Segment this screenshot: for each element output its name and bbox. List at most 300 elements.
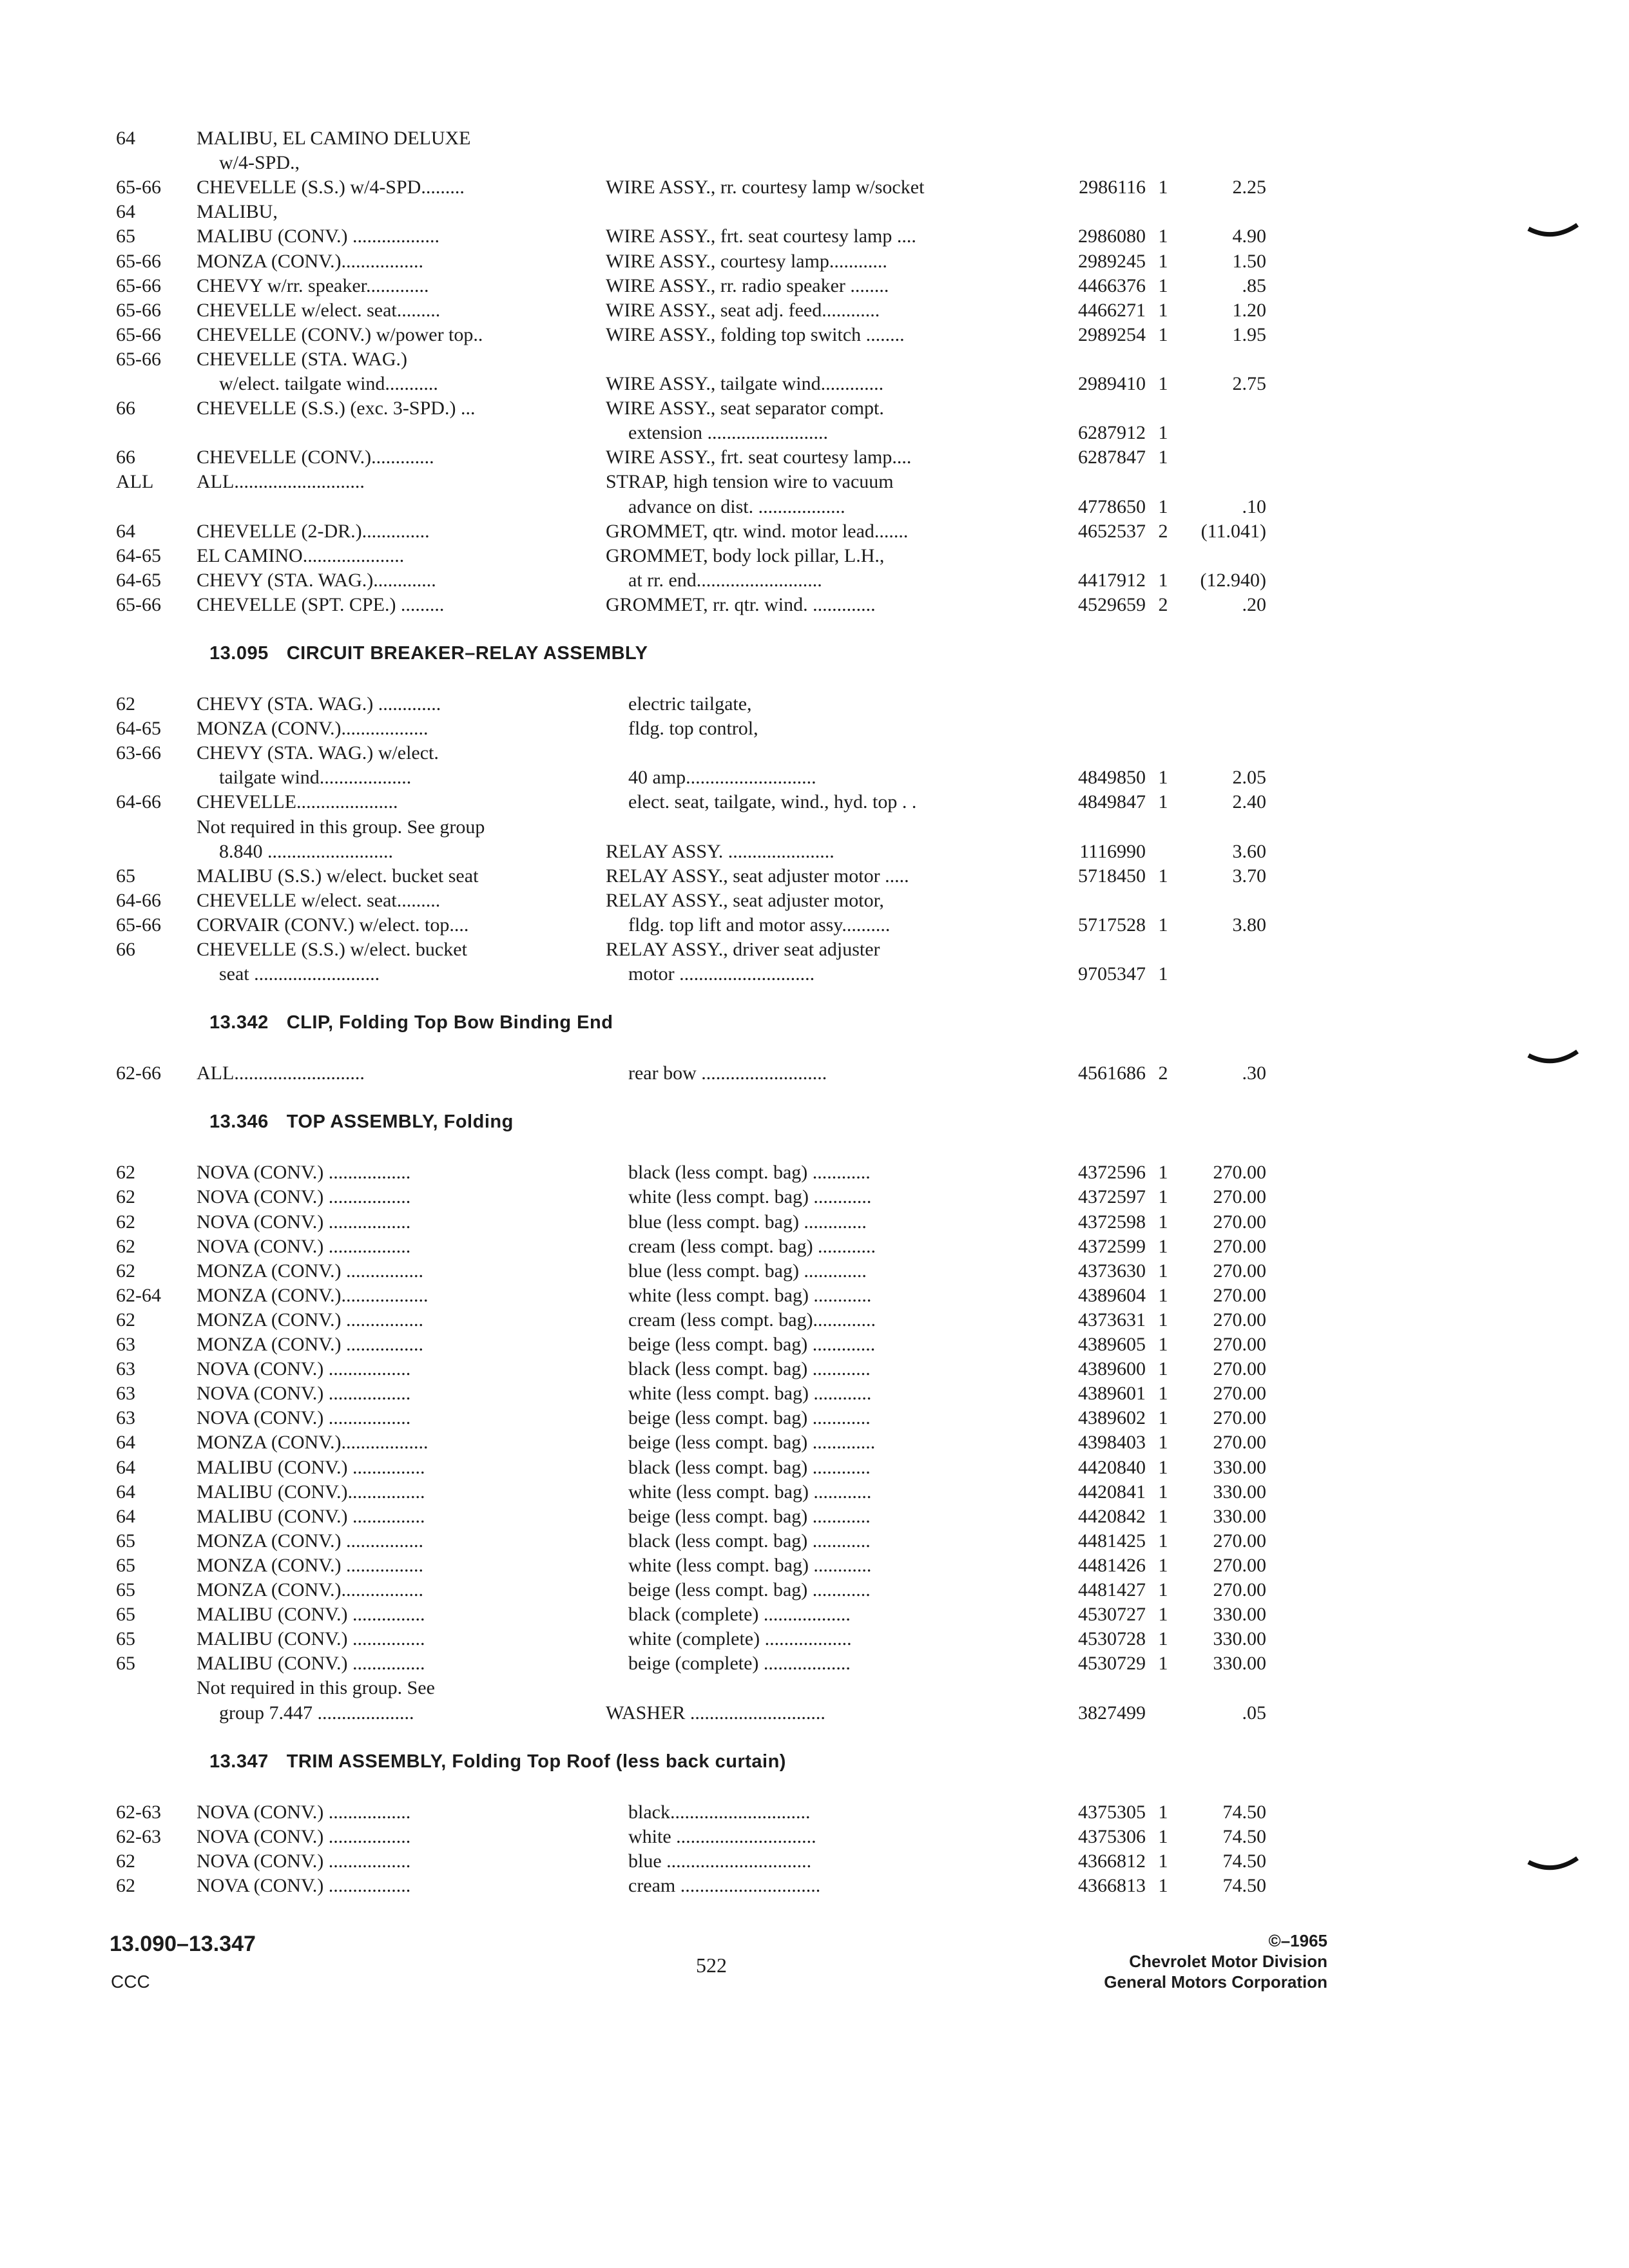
part-description: black (less compt. bag) ............	[628, 1530, 871, 1552]
model-year: 65	[116, 1554, 135, 1576]
model-description: CHEVELLE (S.S.) (exc. 3-SPD.) ...	[197, 398, 476, 419]
model-year: 62	[116, 1260, 135, 1282]
part-number: 4481426	[1078, 1554, 1146, 1576]
quantity: 1	[1158, 1825, 1168, 1847]
part-number: 3827499	[1078, 1702, 1146, 1724]
model-year: 65	[116, 1628, 135, 1650]
quantity: 1	[1158, 177, 1168, 198]
price: .05	[1242, 1702, 1266, 1724]
catalog-row	[0, 716, 1629, 741]
model-description: NOVA (CONV.) .................	[197, 1186, 411, 1208]
catalog-row	[0, 1357, 1629, 1381]
catalog-row	[0, 1651, 1629, 1676]
model-year: 65-66	[116, 323, 161, 345]
model-year: 65-66	[116, 250, 161, 272]
price: 270.00	[1213, 1309, 1266, 1331]
model-description: CHEVELLE w/elect. seat.........	[197, 889, 441, 911]
model-description: MALIBU (S.S.) w/elect. bucket seat	[197, 865, 479, 887]
catalog-row	[0, 864, 1629, 889]
model-year: 62	[116, 1211, 135, 1233]
price: 74.50	[1222, 1825, 1266, 1847]
price: 3.60	[1232, 840, 1266, 862]
model-description: CHEVY (STA. WAG.).............	[197, 569, 436, 591]
model-year: 63	[116, 1334, 135, 1355]
price: .85	[1242, 274, 1266, 296]
catalog-row	[0, 1701, 1629, 1725]
part-description: WIRE ASSY., courtesy lamp............	[606, 250, 887, 272]
part-description: RELAY ASSY., driver seat adjuster	[606, 939, 880, 960]
catalog-row	[0, 1430, 1629, 1455]
part-description: GROMMET, rr. qtr. wind. .............	[606, 593, 876, 615]
quantity: 2	[1158, 593, 1168, 615]
model-year: 64	[116, 520, 135, 542]
quantity: 1	[1158, 1432, 1168, 1454]
catalog-row	[0, 1480, 1629, 1504]
quantity: 1	[1158, 914, 1168, 936]
model-description: NOVA (CONV.) .................	[197, 1235, 411, 1257]
model-description: MALIBU (CONV.) ..................	[197, 226, 439, 247]
price: (11.041)	[1200, 520, 1266, 542]
price: 270.00	[1213, 1162, 1266, 1184]
part-number: 4778650	[1078, 495, 1146, 517]
part-number: 5717528	[1078, 914, 1146, 936]
catalog-row	[0, 544, 1629, 568]
part-description: blue ..............................	[628, 1850, 812, 1872]
catalog-row	[0, 396, 1629, 421]
model-year: 65	[116, 1530, 135, 1552]
part-number: 4372599	[1078, 1235, 1146, 1257]
part-description: RELAY ASSY., seat adjuster motor .....	[606, 865, 909, 887]
model-year: 65-66	[116, 274, 161, 296]
quantity: 2	[1158, 1062, 1168, 1084]
quantity: 1	[1158, 1186, 1168, 1208]
model-description: MALIBU,	[197, 201, 278, 223]
model-description: CHEVELLE (2-DR.)..............	[197, 520, 430, 542]
quantity: 1	[1158, 1383, 1168, 1405]
part-number: 1116990	[1079, 840, 1146, 862]
model-year: 65	[116, 1579, 135, 1600]
part-number: 4373630	[1078, 1260, 1146, 1282]
model-description: NOVA (CONV.) .................	[197, 1383, 411, 1405]
catalog-row	[0, 1332, 1629, 1357]
model-year: 66	[116, 398, 135, 419]
catalog-row	[0, 323, 1629, 347]
model-description: w/4-SPD.,	[219, 152, 300, 174]
model-year: 65-66	[116, 177, 161, 198]
part-number: 4652537	[1078, 520, 1146, 542]
part-description: black (less compt. bag) ............	[628, 1456, 871, 1478]
part-number: 4389604	[1078, 1284, 1146, 1306]
part-description: cream (less compt. bag).............	[628, 1309, 876, 1331]
model-year: 64	[116, 201, 135, 223]
part-number: 2986116	[1079, 177, 1146, 198]
catalog-row	[0, 692, 1629, 716]
part-description: at rr. end..........................	[628, 569, 822, 591]
part-description: WIRE ASSY., folding top switch ........	[606, 323, 905, 345]
part-description: advance on dist. ..................	[628, 495, 845, 517]
model-description: CHEVELLE (CONV.).............	[197, 447, 434, 468]
model-description: NOVA (CONV.) .................	[197, 1825, 411, 1847]
model-year: 63	[116, 1383, 135, 1405]
model-year: 62	[116, 1309, 135, 1331]
part-description: beige (less compt. bag) .............	[628, 1432, 876, 1454]
quantity: 1	[1158, 569, 1168, 591]
price: (12.940)	[1200, 569, 1266, 591]
catalog-row	[0, 1676, 1629, 1700]
quantity: 1	[1158, 1604, 1168, 1626]
catalog-row	[0, 1259, 1629, 1283]
part-description: white .............................	[628, 1825, 816, 1847]
quantity: 1	[1158, 1334, 1168, 1355]
part-description: cream (less compt. bag) ............	[628, 1235, 876, 1257]
model-description: MONZA (CONV.) ................	[197, 1530, 423, 1552]
price: 330.00	[1213, 1604, 1266, 1626]
part-number: 4849847	[1078, 791, 1146, 813]
catalog-row	[0, 1849, 1629, 1874]
model-description: CHEVELLE.....................	[197, 791, 398, 813]
part-description: white (less compt. bag) ............	[628, 1554, 872, 1576]
part-number: 4417912	[1078, 569, 1146, 591]
model-description: CHEVELLE (CONV.) w/power top..	[197, 323, 483, 345]
model-year: 62	[116, 1850, 135, 1872]
model-description: 8.840 ..........................	[219, 840, 393, 862]
section-number: 13.346	[209, 1111, 269, 1133]
catalog-row	[0, 1210, 1629, 1235]
part-description: RELAY ASSY. ......................	[606, 840, 834, 862]
part-number: 5718450	[1078, 865, 1146, 887]
section-heading	[209, 643, 648, 664]
model-year: 64	[116, 1456, 135, 1478]
catalog-row	[0, 1283, 1629, 1308]
model-year: 65	[116, 1604, 135, 1626]
price: 3.70	[1232, 865, 1266, 887]
part-description: RELAY ASSY., seat adjuster motor,	[606, 889, 884, 911]
model-description: w/elect. tailgate wind...........	[219, 373, 438, 394]
part-description: STRAP, high tension wire to vacuum	[606, 471, 894, 493]
catalog-row	[0, 1553, 1629, 1578]
model-year: 64-65	[116, 569, 161, 591]
model-year: 65-66	[116, 593, 161, 615]
part-description: blue (less compt. bag) .............	[628, 1211, 867, 1233]
part-description: extension .........................	[628, 422, 828, 444]
price: 2.05	[1232, 767, 1266, 789]
catalog-row	[0, 347, 1629, 372]
part-number: 2989245	[1078, 250, 1146, 272]
part-number: 2989410	[1078, 373, 1146, 394]
section-number: 13.342	[209, 1012, 269, 1033]
part-description: WIRE ASSY., seat separator compt.	[606, 398, 884, 419]
part-description: GROMMET, body lock pillar, L.H.,	[606, 544, 885, 566]
section-number: 13.347	[209, 1751, 269, 1772]
catalog-row	[0, 298, 1629, 323]
page-number: 522	[696, 1954, 727, 1977]
model-description: MONZA (CONV.)..................	[197, 1284, 429, 1306]
catalog-row	[0, 224, 1629, 249]
price: 270.00	[1213, 1284, 1266, 1306]
quantity: 1	[1158, 1235, 1168, 1257]
quantity: 1	[1158, 226, 1168, 247]
model-year: 62-64	[116, 1284, 161, 1306]
model-description: MALIBU (CONV.) ...............	[197, 1653, 425, 1675]
part-number: 4375306	[1078, 1825, 1146, 1847]
catalog-row	[0, 175, 1629, 200]
model-year: 63	[116, 1407, 135, 1429]
quantity: 1	[1158, 1554, 1168, 1576]
catalog-row	[0, 249, 1629, 274]
model-description: MONZA (CONV.)..................	[197, 718, 429, 740]
model-description: Not required in this group. See group	[197, 816, 485, 838]
model-description: CHEVELLE (STA. WAG.)	[197, 348, 407, 370]
model-description: CHEVELLE (SPT. CPE.) .........	[197, 593, 445, 615]
quantity: 2	[1158, 520, 1168, 542]
part-description: black (less compt. bag) ............	[628, 1358, 871, 1380]
part-description: white (less compt. bag) ............	[628, 1383, 872, 1405]
model-description: CHEVELLE w/elect. seat.........	[197, 299, 441, 321]
price: .10	[1242, 495, 1266, 517]
part-number: 4366813	[1078, 1874, 1146, 1896]
part-description: white (less compt. bag) ............	[628, 1284, 872, 1306]
part-number: 4372597	[1078, 1186, 1146, 1208]
quantity: 1	[1158, 1628, 1168, 1650]
model-year: 65-66	[116, 299, 161, 321]
section-heading	[209, 1111, 514, 1133]
catalog-row	[0, 1529, 1629, 1553]
model-description: EL CAMINO.....................	[197, 544, 405, 566]
catalog-row	[0, 126, 1629, 151]
part-number: 4481425	[1078, 1530, 1146, 1552]
model-description: MALIBU (CONV.) ...............	[197, 1505, 425, 1527]
price: .30	[1242, 1062, 1266, 1084]
quantity: 1	[1158, 791, 1168, 813]
price: 270.00	[1213, 1579, 1266, 1600]
model-description: MONZA (CONV.) ................	[197, 1554, 423, 1576]
quantity: 1	[1158, 1358, 1168, 1380]
catalog-row	[0, 1235, 1629, 1259]
model-description: MONZA (CONV.).................	[197, 1579, 423, 1600]
quantity: 1	[1158, 323, 1168, 345]
part-number: 4530729	[1078, 1653, 1146, 1675]
model-description: MALIBU (CONV.) ...............	[197, 1604, 425, 1626]
quantity: 1	[1158, 1456, 1168, 1478]
part-description: black (less compt. bag) ............	[628, 1162, 871, 1184]
catalog-row	[0, 889, 1629, 913]
quantity: 1	[1158, 1481, 1168, 1503]
model-description: CHEVY w/rr. speaker.............	[197, 274, 429, 296]
part-description: blue (less compt. bag) .............	[628, 1260, 867, 1282]
part-description: WIRE ASSY., frt. seat courtesy lamp....	[606, 447, 912, 468]
catalog-row	[0, 1061, 1629, 1086]
model-year: 65	[116, 1653, 135, 1675]
price: 270.00	[1213, 1383, 1266, 1405]
catalog-row	[0, 765, 1629, 790]
part-description: white (less compt. bag) ............	[628, 1186, 872, 1208]
quantity: 1	[1158, 1309, 1168, 1331]
part-number: 4561686	[1078, 1062, 1146, 1084]
section-range: 13.090–13.347	[110, 1932, 256, 1956]
model-description: NOVA (CONV.) .................	[197, 1407, 411, 1429]
model-year: 64	[116, 128, 135, 149]
catalog-row	[0, 1381, 1629, 1406]
binding-mark-icon	[1527, 1049, 1579, 1066]
quantity: 1	[1158, 1874, 1168, 1896]
model-description: MONZA (CONV.) ................	[197, 1334, 423, 1355]
catalog-row	[0, 1308, 1629, 1332]
model-description: group 7.447 ....................	[219, 1702, 414, 1724]
part-description: beige (less compt. bag) .............	[628, 1334, 876, 1355]
model-description: MONZA (CONV.) ................	[197, 1260, 423, 1282]
model-description: tailgate wind...................	[219, 767, 412, 789]
catalog-row	[0, 913, 1629, 937]
part-number: 4366812	[1078, 1850, 1146, 1872]
part-number: 4481427	[1078, 1579, 1146, 1600]
quantity: 1	[1158, 1653, 1168, 1675]
catalog-row	[0, 495, 1629, 519]
part-number: 4466376	[1078, 274, 1146, 296]
quantity: 1	[1158, 767, 1168, 789]
part-number: 4398403	[1078, 1432, 1146, 1454]
catalog-row	[0, 421, 1629, 445]
part-description: elect. seat, tailgate, wind., hyd. top . .	[628, 791, 917, 813]
price: 1.50	[1232, 250, 1266, 272]
model-year: 63	[116, 1358, 135, 1380]
part-description: cream .............................	[628, 1874, 821, 1896]
catalog-row	[0, 1578, 1629, 1602]
model-year: 63-66	[116, 742, 161, 764]
model-description: NOVA (CONV.) .................	[197, 1211, 411, 1233]
part-number: 4389601	[1078, 1383, 1146, 1405]
part-number: 4420841	[1078, 1481, 1146, 1503]
part-number: 4529659	[1078, 593, 1146, 615]
quantity: 1	[1158, 274, 1168, 296]
part-description: fldg. top lift and motor assy..........	[628, 914, 891, 936]
part-number: 4466271	[1078, 299, 1146, 321]
part-description: 40 amp...........................	[628, 767, 816, 789]
model-description: MALIBU, EL CAMINO DELUXE	[197, 128, 471, 149]
model-year: 66	[116, 447, 135, 468]
model-year: 64-66	[116, 889, 161, 911]
part-description: black.............................	[628, 1801, 811, 1823]
model-year: 62	[116, 1186, 135, 1208]
part-number: 4373631	[1078, 1309, 1146, 1331]
part-description: WIRE ASSY., seat adj. feed............	[606, 299, 880, 321]
part-number: 9705347	[1078, 963, 1146, 985]
price: 74.50	[1222, 1801, 1266, 1823]
model-description: CHEVELLE (S.S.) w/4-SPD.........	[197, 177, 465, 198]
part-description: motor ............................	[628, 963, 815, 985]
catalog-row	[0, 1504, 1629, 1529]
quantity: 1	[1158, 1850, 1168, 1872]
catalog-row	[0, 1456, 1629, 1480]
price: 270.00	[1213, 1407, 1266, 1429]
model-year: 64	[116, 1432, 135, 1454]
catalog-row	[0, 1627, 1629, 1651]
quantity: 1	[1158, 373, 1168, 394]
model-year: ALL	[116, 471, 154, 493]
catalog-code: CCC	[111, 1972, 150, 1992]
price: 2.25	[1232, 177, 1266, 198]
part-description: white (complete) ..................	[628, 1628, 852, 1650]
part-number: 4389600	[1078, 1358, 1146, 1380]
copyright: ©–1965	[1268, 1931, 1327, 1950]
catalog-row	[0, 274, 1629, 298]
quantity: 1	[1158, 422, 1168, 444]
part-description: white (less compt. bag) ............	[628, 1481, 872, 1503]
part-description: beige (less compt. bag) ............	[628, 1579, 871, 1600]
model-description: ALL...........................	[197, 471, 365, 493]
catalog-row	[0, 568, 1629, 593]
quantity: 1	[1158, 495, 1168, 517]
part-description: beige (complete) ..................	[628, 1653, 851, 1675]
catalog-row	[0, 151, 1629, 175]
model-description: MALIBU (CONV.) ...............	[197, 1628, 425, 1650]
price: 1.95	[1232, 323, 1266, 345]
model-description: MONZA (CONV.) ................	[197, 1309, 423, 1331]
model-description: NOVA (CONV.) .................	[197, 1850, 411, 1872]
price: 74.50	[1222, 1850, 1266, 1872]
part-number: 4420840	[1078, 1456, 1146, 1478]
price: 270.00	[1213, 1530, 1266, 1552]
part-number: 4372598	[1078, 1211, 1146, 1233]
model-year: 62-66	[116, 1062, 161, 1084]
part-description: black (complete) ..................	[628, 1604, 851, 1626]
quantity: 1	[1158, 963, 1168, 985]
price: 2.40	[1232, 791, 1266, 813]
model-year: 66	[116, 939, 135, 960]
quantity: 1	[1158, 1579, 1168, 1600]
price: 270.00	[1213, 1432, 1266, 1454]
price: 4.90	[1232, 226, 1266, 247]
catalog-row	[0, 937, 1629, 962]
quantity: 1	[1158, 1530, 1168, 1552]
model-year: 64-65	[116, 544, 161, 566]
catalog-row	[0, 445, 1629, 470]
part-number: 2986080	[1078, 226, 1146, 247]
part-description: WIRE ASSY., tailgate wind.............	[606, 373, 884, 394]
catalog-row	[0, 962, 1629, 986]
model-year: 62	[116, 1874, 135, 1896]
price: 330.00	[1213, 1653, 1266, 1675]
model-description: seat ..........................	[219, 963, 380, 985]
catalog-row	[0, 1800, 1629, 1825]
part-description: rear bow ..........................	[628, 1062, 827, 1084]
model-description: MALIBU (CONV.)................	[197, 1481, 425, 1503]
catalog-row	[0, 1160, 1629, 1185]
part-description: WIRE ASSY., rr. courtesy lamp w/socket	[606, 177, 925, 198]
model-year: 65	[116, 865, 135, 887]
section-title: TRIM ASSEMBLY, Folding Top Roof (less back curtain)	[286, 1751, 786, 1772]
quantity: 1	[1158, 1284, 1168, 1306]
part-number: 6287912	[1078, 422, 1146, 444]
part-description: electric tailgate,	[628, 693, 752, 715]
price: 330.00	[1213, 1505, 1266, 1527]
catalog-row	[0, 519, 1629, 544]
binding-mark-icon	[1527, 222, 1579, 239]
model-year: 64	[116, 1505, 135, 1527]
model-description: ALL...........................	[197, 1062, 365, 1084]
model-year: 65-66	[116, 348, 161, 370]
model-description: NOVA (CONV.) .................	[197, 1358, 411, 1380]
part-number: 4389602	[1078, 1407, 1146, 1429]
price: 2.75	[1232, 373, 1266, 394]
catalog-row	[0, 200, 1629, 224]
model-description: NOVA (CONV.) .................	[197, 1801, 411, 1823]
model-description: MONZA (CONV.).................	[197, 250, 423, 272]
model-description: MONZA (CONV.)..................	[197, 1432, 429, 1454]
quantity: 1	[1158, 1260, 1168, 1282]
catalog-row	[0, 1874, 1629, 1898]
section-title: CLIP, Folding Top Bow Binding End	[286, 1012, 613, 1033]
quantity: 1	[1158, 1162, 1168, 1184]
